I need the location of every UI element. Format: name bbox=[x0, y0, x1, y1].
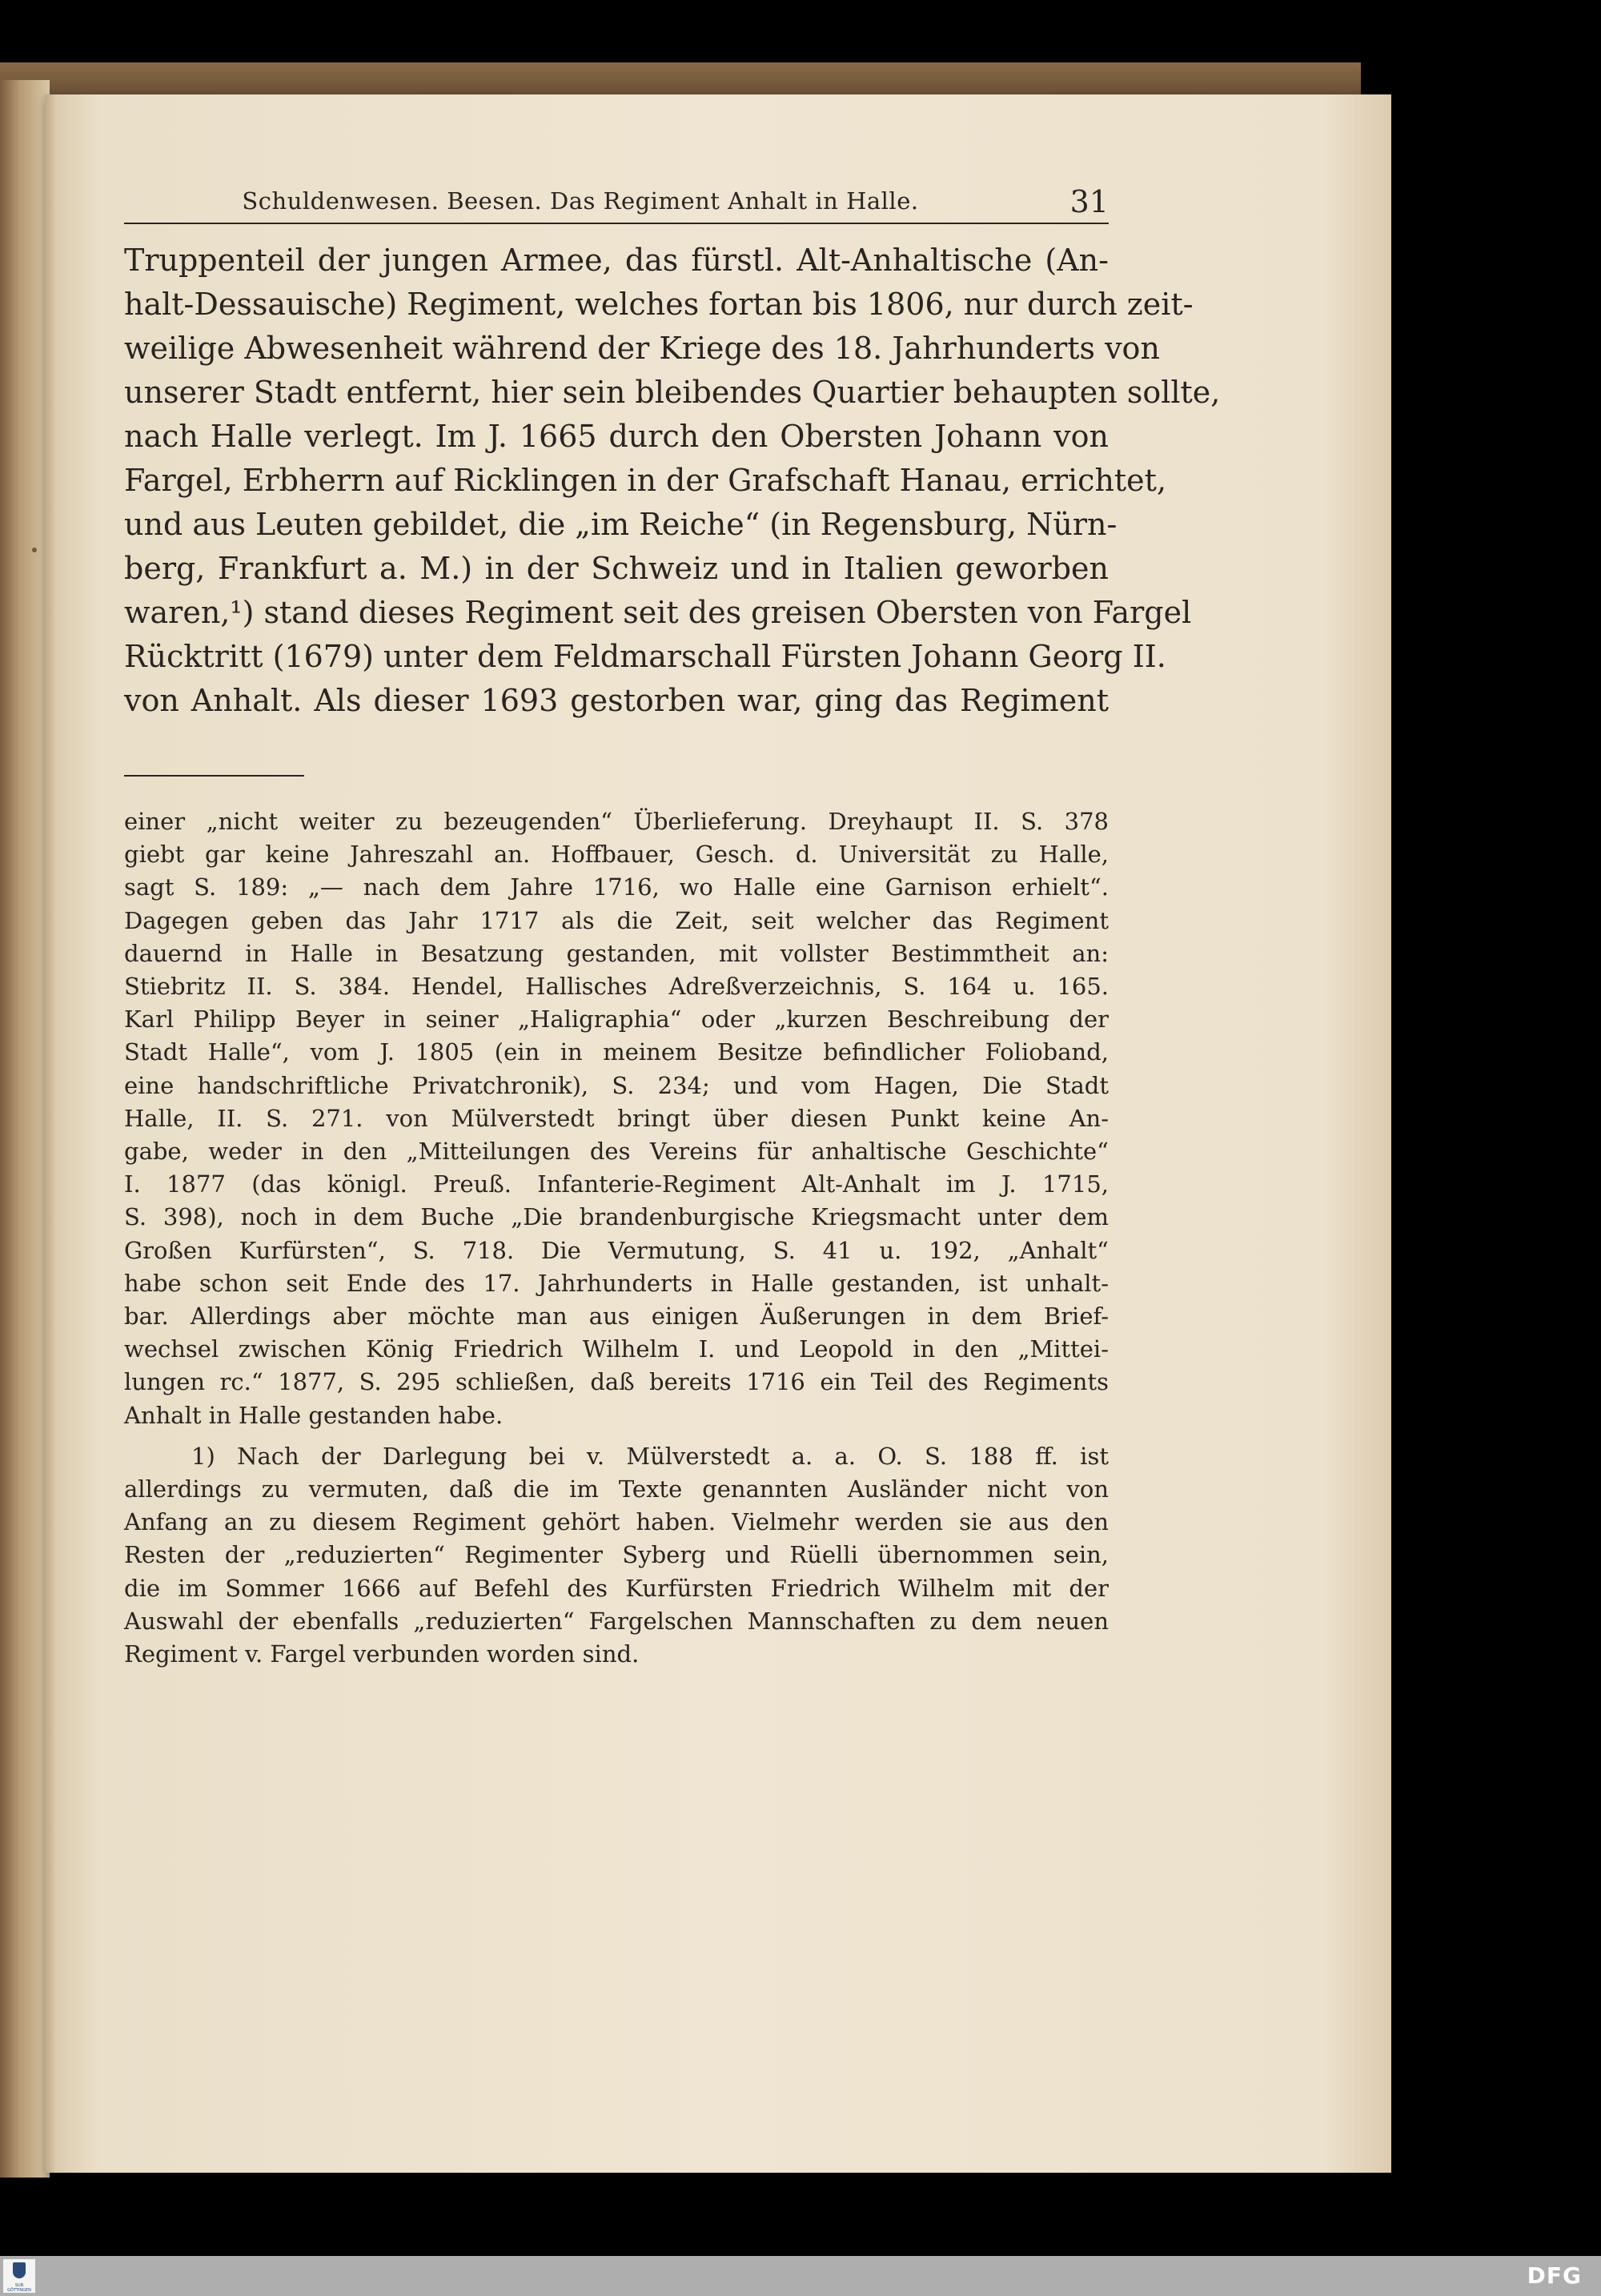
footnotes bbox=[124, 805, 1109, 1671]
footnote-line: Anhalt in Halle gestanden habe. bbox=[124, 1401, 504, 1429]
footnote-line: Halle, II. S. 271. von Mülverstedt bringt über diesen Punkt keine An- bbox=[124, 1104, 1109, 1132]
text-line: von Anhalt. Als dieser 1693 gestorben war, ging das Regiment bbox=[124, 683, 1109, 718]
footnote-line: eine handschriftliche Privatchronik), S. 234; und vom Hagen, Die Stadt bbox=[124, 1071, 1109, 1099]
page-number: 31 bbox=[1069, 184, 1109, 219]
footnote-line: die im Sommer 1666 auf Befehl des Kurfürsten Friedrich Wilhelm mit der bbox=[124, 1574, 1109, 1602]
text-line: waren,¹) stand dieses Regiment seit des greisen Obersten von Fargel bbox=[124, 595, 1192, 630]
footnote-line: habe schon seit Ende des 17. Jahrhunderts in Halle gestanden, ist unhalt- bbox=[124, 1269, 1109, 1297]
footnote-line: Dagegen geben das Jahr 1717 als die Zeit, seit welcher das Regiment bbox=[124, 906, 1109, 934]
footnote-line: lungen rc.“ 1877, S. 295 schließen, daß bereits 1716 ein Teil des Regiments bbox=[124, 1368, 1109, 1396]
page-blemish bbox=[32, 548, 37, 552]
footnote-line: Anfang an zu diesem Regiment gehört haben. Vielmehr werden sie aus den bbox=[124, 1508, 1109, 1536]
text-line: Fargel, Erbherrn auf Ricklingen in der Grafschaft Hanau, errichtet, bbox=[124, 463, 1167, 498]
text-line: und aus Leuten gebildet, die „im Reiche“ (in Regensburg, Nürn- bbox=[124, 507, 1117, 542]
text-line: weilige Abwesenheit während der Kriege des 18. Jahrhunderts von bbox=[124, 331, 1160, 366]
footnote-line: Resten der „reduzierten“ Regimenter Syberg und Rüelli übernommen sein, bbox=[124, 1541, 1109, 1569]
footnote-line: Auswahl der ebenfalls „reduzierten“ Fargelschen Mannschaften zu dem neuen bbox=[124, 1607, 1109, 1635]
viewer-footer-bar bbox=[0, 2256, 1601, 2296]
text-line: Rücktritt (1679) unter dem Feldmarschall Fürsten Johann Georg II. bbox=[124, 639, 1166, 674]
footnote-line: Karl Philipp Beyer in seiner „Haligraphia“ oder „kurzen Beschreibung der bbox=[124, 1006, 1109, 1034]
text-line: Truppenteil der jungen Armee, das fürstl. Alt-Anhaltische (An- bbox=[124, 243, 1109, 278]
library-logo[interactable] bbox=[3, 2259, 35, 2293]
footnote-line: gabe, weder in den „Mitteilungen des Vereins für anhaltische Geschichte“ bbox=[124, 1138, 1109, 1166]
footnote-line: giebt gar keine Jahreszahl an. Hoffbauer, Gesch. d. Universität zu Halle, bbox=[124, 841, 1109, 869]
dfg-logo[interactable]: DFG bbox=[1527, 2262, 1582, 2289]
book-cover-left bbox=[0, 80, 50, 2178]
page-gutter-shadow bbox=[45, 94, 56, 2173]
page-header bbox=[124, 171, 1109, 224]
text-line: halt-Dessauische) Regiment, welches fortan bis 1806, nur durch zeit- bbox=[124, 287, 1194, 322]
footnote-line: sagt S. 189: „— nach dem Jahre 1716, wo Halle eine Garnison erhielt“. bbox=[124, 873, 1109, 901]
footnote-line: 1) Nach der Darlegung bei v. Mülverstedt a. a. O. S. 188 ff. ist bbox=[191, 1442, 1109, 1470]
footnote-1 bbox=[124, 1440, 1109, 1671]
footnote-continued bbox=[124, 805, 1109, 1432]
text-line: nach Halle verlegt. Im J. 1665 durch den Obersten Johann von bbox=[124, 419, 1109, 454]
footnote-line: Stiebritz II. S. 384. Hendel, Hallisches Adreßverzeichnis, S. 164 u. 165. bbox=[124, 973, 1109, 1001]
footnote-line: bar. Allerdings aber möchte man aus einigen Äußerungen in dem Brief- bbox=[124, 1303, 1109, 1331]
footnote-line: wechsel zwischen König Friedrich Wilhelm I. und Leopold in den „Mittei- bbox=[124, 1335, 1109, 1363]
crest-icon bbox=[13, 2262, 26, 2278]
footnote-line: allerdings zu vermuten, daß die im Texte genannten Ausländer nicht von bbox=[124, 1475, 1109, 1503]
running-head: Schuldenwesen. Beesen. Das Regiment Anhalt in Halle. bbox=[242, 187, 919, 215]
text-line: unserer Stadt entfernt, hier sein bleibendes Quartier behaupten sollte, bbox=[124, 375, 1221, 410]
footnote-line: einer „nicht weiter zu bezeugenden“ Überlieferung. Dreyhaupt II. S. 378 bbox=[124, 808, 1109, 835]
text-line: berg, Frankfurt a. M.) in der Schweiz und in Italien geworben bbox=[124, 551, 1109, 586]
footnote-line: Regiment v. Fargel verbunden worden sind. bbox=[124, 1640, 640, 1668]
footnote-line: Stadt Halle“, vom J. 1805 (ein in meinem Besitze befindlicher Folioband, bbox=[124, 1038, 1109, 1066]
footnote-rule bbox=[124, 775, 304, 777]
footnote-line: S. 398), noch in dem Buche „Die brandenburgische Kriegsmacht unter dem bbox=[124, 1203, 1109, 1231]
footnote-line: Großen Kurfürsten“, S. 718. Die Vermutung, S. 41 u. 192, „Anhalt“ bbox=[124, 1236, 1109, 1264]
footnote-line: I. 1877 (das königl. Preuß. Infanterie-Regiment Alt-Anhalt im J. 1715, bbox=[124, 1170, 1109, 1198]
footnote-line: dauernd in Halle in Besatzung gestanden, mit vollster Bestimmtheit an: bbox=[124, 939, 1109, 967]
main-text bbox=[124, 239, 1221, 723]
library-logo-text: SUB GÖTTINGEN bbox=[7, 2283, 31, 2293]
